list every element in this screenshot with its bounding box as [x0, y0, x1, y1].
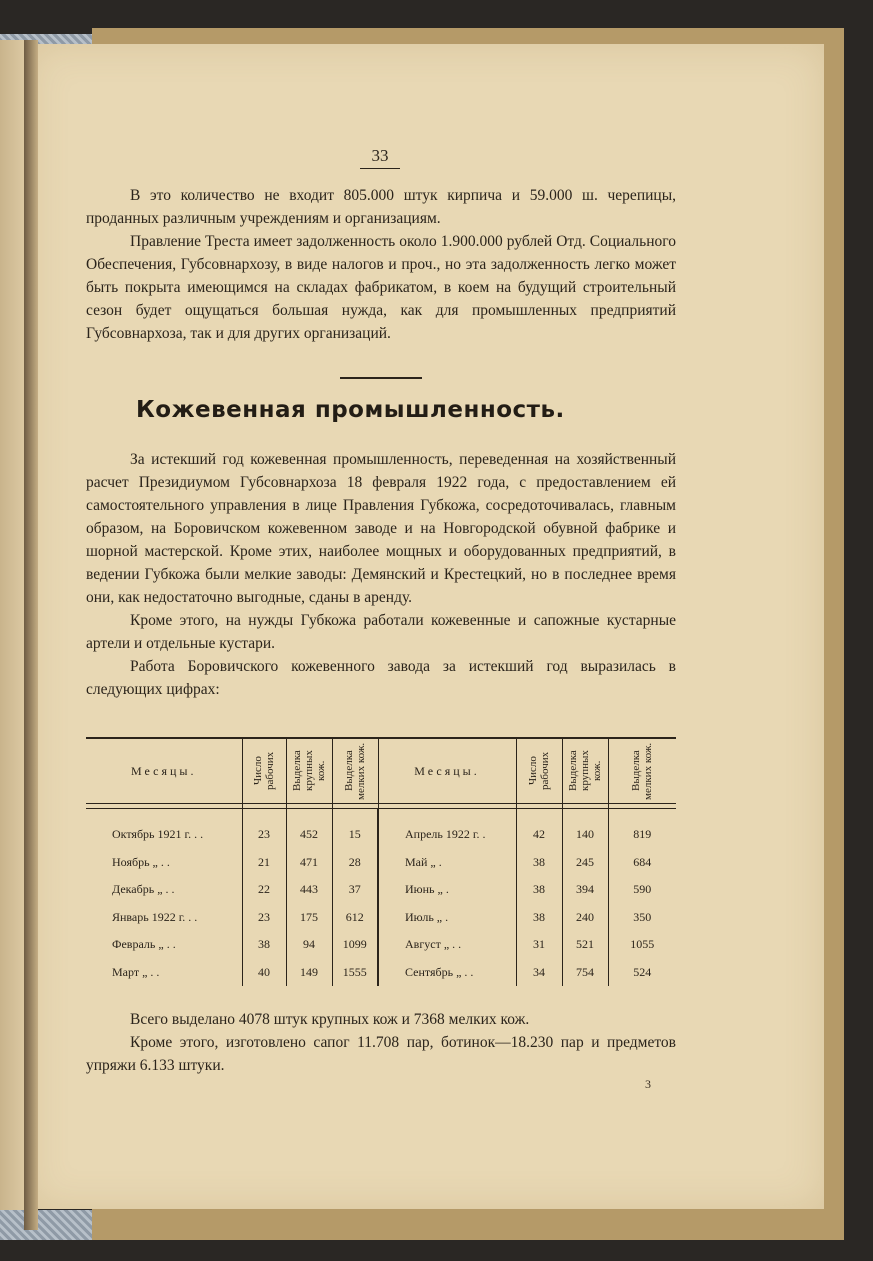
header-small-hides: Выделка мелких кож. — [608, 738, 676, 804]
signature-mark: 3 — [645, 1077, 651, 1091]
large-hides-cell: 521 — [562, 931, 608, 959]
month-cell: Октябрь 1921 г. . . — [112, 827, 204, 842]
table-row — [86, 959, 676, 987]
small-hides-cell: 1099 — [332, 931, 378, 959]
workers-cell: 21 — [242, 849, 286, 877]
large-hides-cell: 149 — [286, 959, 332, 987]
large-hides-cell: 175 — [286, 904, 332, 932]
large-hides-cell: 443 — [286, 876, 332, 904]
month-cell: Июль „ . — [378, 904, 516, 932]
workers-cell: 23 — [242, 904, 286, 932]
workers-cell: 40 — [242, 959, 286, 987]
workers-cell: 38 — [516, 876, 562, 904]
large-hides-cell: 245 — [562, 849, 608, 877]
large-hides-cell: 394 — [562, 876, 608, 904]
large-hides-cell: 140 — [562, 809, 608, 849]
month-cell: Май „ . — [378, 849, 516, 877]
month-cell: Февраль „ . . — [112, 937, 176, 952]
table-row — [86, 931, 676, 959]
small-hides-cell: 37 — [332, 876, 378, 904]
workers-cell: 38 — [516, 849, 562, 877]
month-cell: Август „ . . — [378, 931, 516, 959]
section-heading: Кожевенная промышленность. — [136, 397, 565, 423]
table-row — [86, 904, 676, 932]
section-divider — [340, 377, 422, 379]
table-row — [86, 876, 676, 904]
small-hides-cell: 819 — [608, 809, 676, 849]
month-cell: Декабрь „ . . — [112, 882, 175, 897]
small-hides-cell: 1555 — [332, 959, 378, 987]
paragraph: Всего выделано 4078 штук крупных кож и 7368 мелких кож. — [130, 1011, 530, 1028]
small-hides-cell: 1055 — [608, 931, 676, 959]
paragraph: Кроме этого, на нужды Губкожа работали кожевенные и сапожные кустарные артели и отдельные кустари. — [86, 612, 676, 652]
month-cell: Сентябрь „ . . — [378, 959, 516, 987]
large-hides-cell: 452 — [286, 809, 332, 849]
workers-cell: 22 — [242, 876, 286, 904]
section-text — [86, 448, 676, 701]
workers-cell: 42 — [516, 809, 562, 849]
workers-cell: 38 — [516, 904, 562, 932]
intro-text — [86, 184, 676, 345]
leather-production-table — [86, 737, 676, 986]
month-cell: Июнь „ . — [378, 876, 516, 904]
paragraph: Кроме этого, изготовлено сапог 11.708 пар, ботинок—18.230 пар и предметов упряжи 6.133 штуки. — [86, 1034, 676, 1074]
small-hides-cell: 612 — [332, 904, 378, 932]
page-number: 33 — [360, 146, 400, 169]
small-hides-cell: 590 — [608, 876, 676, 904]
table-row — [86, 809, 676, 849]
small-hides-cell: 350 — [608, 904, 676, 932]
header-small-hides: Выделка мелких кож. — [332, 738, 378, 804]
paragraph: Работа Боровичского кожевенного завода за истекший год выразилась в следующих цифрах: — [86, 658, 676, 698]
header-large-hides: Выделка крупных кож. — [562, 738, 608, 804]
paragraph: В это количество не входит 805.000 штук кирпича и 59.000 ш. черепицы, проданных различным учреждениям и организациям. — [86, 187, 676, 227]
large-hides-cell: 754 — [562, 959, 608, 987]
small-hides-cell: 28 — [332, 849, 378, 877]
small-hides-cell: 524 — [608, 959, 676, 987]
header-large-hides: Выделка крупных кож. — [286, 738, 332, 804]
workers-cell: 23 — [242, 809, 286, 849]
month-cell: Ноябрь „ . . — [112, 854, 170, 869]
header-months: Месяцы. — [86, 738, 242, 804]
paragraph: За истекший год кожевенная промышленность, переведенная на хозяйственный расчет Президиумом Губсовнархоза 18 февраля 1922 года, с предоставлением ей самостоятельного управления в лице Правления Губкожа, сосредоточивалась, главным образом, на Боровичском кожевенном заводе и на Новгородской обувной фабрике и шорной мастерской. Кроме этих, наиболее мощных и оборудованных предприятий, в ведении Губкожа были мелкие заводы: Демянский и Крестецкий, но в последнее время они, как недостаточно выгодные, сданы в аренду. — [86, 451, 676, 606]
workers-cell: 38 — [242, 931, 286, 959]
table-row — [86, 849, 676, 877]
large-hides-cell: 471 — [286, 849, 332, 877]
closing-text — [86, 1008, 676, 1077]
workers-cell: 34 — [516, 959, 562, 987]
workers-cell: 31 — [516, 931, 562, 959]
large-hides-cell: 94 — [286, 931, 332, 959]
large-hides-cell: 240 — [562, 904, 608, 932]
small-hides-cell: 684 — [608, 849, 676, 877]
header-workers: Число рабочих — [242, 738, 286, 804]
month-cell: Апрель 1922 г. . — [378, 809, 516, 849]
month-cell: Март „ . . — [112, 964, 160, 979]
small-hides-cell: 15 — [332, 809, 378, 849]
header-months: Месяцы. — [378, 738, 516, 804]
paragraph: Правление Треста имеет задолженность около 1.900.000 рублей Отд. Социального Обеспечения, Губсовнархозу, в виде налогов и проч., но эта задолженность легко может быть покрыта имеющимся на складах фабрикатом, в коем на будущий строительный сезон будет ощущаться большая нужда, как для промышленных предприятий Губсовнархоза, так и для других организаций. — [86, 233, 676, 342]
month-cell: Январь 1922 г. . . — [112, 909, 198, 924]
header-workers: Число рабочих — [516, 738, 562, 804]
spine-shadow — [24, 40, 38, 1230]
